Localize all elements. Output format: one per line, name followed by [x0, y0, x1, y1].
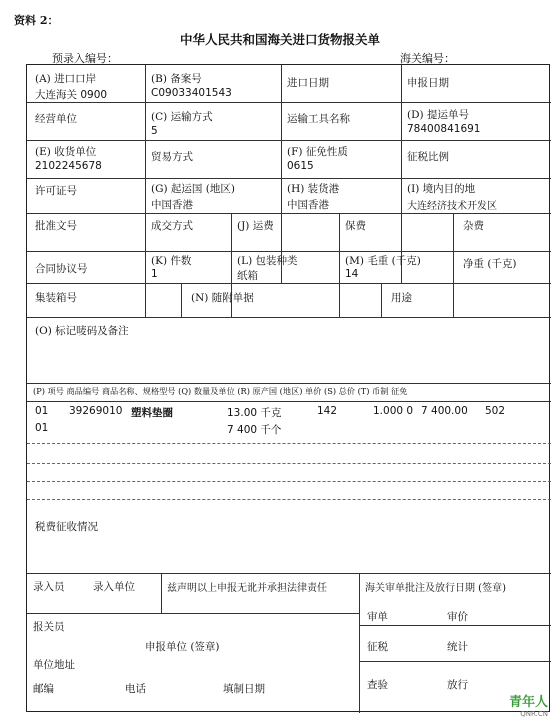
valuation-label: 审价	[447, 611, 468, 623]
watermark-site: QNR.CN	[520, 710, 548, 718]
customs-no: 海关编号：	[400, 52, 455, 65]
tax-status-label: 税费征收情况	[35, 521, 98, 533]
review-label: 审单	[367, 611, 388, 623]
operator-label: 经营单位	[35, 113, 77, 125]
goods-origin: 142	[317, 405, 338, 417]
usage-label: 用途	[391, 292, 412, 304]
goods-header: (P) 项号 商品编号 商品名称、规格型号 (Q) 数量及单位 (R) 原产国 (地区) 单价 (S) 总价 (T) 币制 征免	[33, 386, 408, 396]
declare-unit-label: 申报单位 (签章)	[145, 641, 220, 653]
goods-name: 塑料垫圈	[131, 407, 173, 419]
pieces-label: (K) 件数	[151, 255, 192, 267]
postcode-label: 邮编	[33, 683, 54, 695]
fill-date-label: 填制日期	[223, 683, 265, 695]
goods-qty2: 7 400 千个	[227, 424, 282, 436]
page-title: 中华人民共和国海关进口货物报关单	[179, 32, 380, 47]
consignee-value: 2102245678	[35, 160, 102, 172]
record-no-label: (B) 备案号	[151, 73, 202, 85]
record-no-value: C09033401543	[151, 87, 232, 99]
insurance-label: 保费	[345, 220, 366, 232]
goods-currency: 502	[485, 405, 506, 417]
destination-value: 大连经济技术开发区	[407, 201, 497, 212]
gross-weight-value: 14	[345, 268, 359, 280]
transport-mode-label: (C) 运输方式	[151, 111, 213, 123]
site-watermark	[509, 691, 548, 718]
declaration-form	[26, 64, 550, 712]
declaration-statement: 兹声明以上申报无讹并承担法律责任	[167, 583, 327, 594]
loading-port-label: (H) 装货港	[287, 183, 340, 195]
bill-no-value: 78400841691	[407, 123, 481, 135]
net-weight-label: 净重 (千克)	[463, 258, 517, 270]
marks-label: (O) 标记唛码及备注	[35, 325, 129, 337]
port-value: 大连海关 0900	[35, 89, 108, 101]
watermark-brand: 青年人	[508, 695, 548, 710]
statistics-label: 统计	[447, 641, 468, 653]
material-label: 资料 2：	[14, 14, 59, 27]
goods-qty1: 13.00 千克	[227, 407, 282, 419]
contract-no-label: 合同协议号	[35, 263, 88, 275]
entry-clerk-label: 录入员	[33, 581, 65, 593]
declare-date-label: 申报日期	[407, 77, 449, 89]
levy-nature-label: (F) 征免性质	[287, 146, 348, 158]
goods-item-no: 01	[35, 405, 49, 417]
inspect-label: 查验	[367, 679, 388, 691]
import-date-label: 进口日期	[287, 77, 329, 89]
license-label: 许可证号	[35, 185, 77, 197]
destination-label: (I) 境内目的地	[407, 183, 476, 195]
goods-unit-price: 1.000 0	[373, 405, 414, 417]
freight-label: (J) 运费	[237, 220, 274, 232]
package-type-label: (L) 包装种类	[237, 255, 298, 267]
loading-port-value: 中国香港	[287, 199, 329, 211]
consignee-label: (E) 收货单位	[35, 146, 97, 158]
bill-no-label: (D) 提运单号	[407, 109, 469, 121]
levy-label: 征税	[367, 641, 388, 653]
port-label: (A) 进口口岸	[35, 73, 97, 85]
customs-approval-label: 海关审单批注及放行日期 (签章)	[365, 583, 506, 594]
misc-fee-label: 杂费	[463, 220, 484, 232]
package-type-value: 纸箱	[237, 270, 258, 282]
pre-entry-no: 预录入编号：	[52, 52, 118, 65]
transport-mode-value: 5	[151, 125, 158, 137]
attached-docs-label: (N) 随附单据	[191, 292, 254, 304]
trade-mode-label: 贸易方式	[151, 151, 193, 163]
declarer-label: 报关员	[33, 621, 65, 633]
goods-code: 39269010	[69, 405, 123, 417]
transport-name-label: 运输工具名称	[287, 113, 350, 125]
origin-country-value: 中国香港	[151, 199, 193, 211]
address-label: 单位地址	[33, 659, 75, 671]
tax-ratio-label: 征税比例	[407, 151, 449, 163]
phone-label: 电话	[125, 683, 146, 695]
pieces-value: 1	[151, 268, 158, 280]
levy-nature-value: 0615	[287, 160, 314, 172]
origin-country-label: (G) 起运国 (地区)	[151, 183, 235, 195]
goods-item-no-2: 01	[35, 422, 49, 434]
deal-mode-label: 成交方式	[151, 220, 193, 232]
gross-weight-label: (M) 毛重 (千克)	[345, 255, 421, 267]
release-label: 放行	[447, 679, 468, 691]
container-no-label: 集装箱号	[35, 292, 77, 304]
goods-total: 7 400.00	[421, 405, 468, 417]
entry-unit-label: 录入单位	[93, 581, 135, 593]
approval-no-label: 批准文号	[35, 220, 77, 232]
